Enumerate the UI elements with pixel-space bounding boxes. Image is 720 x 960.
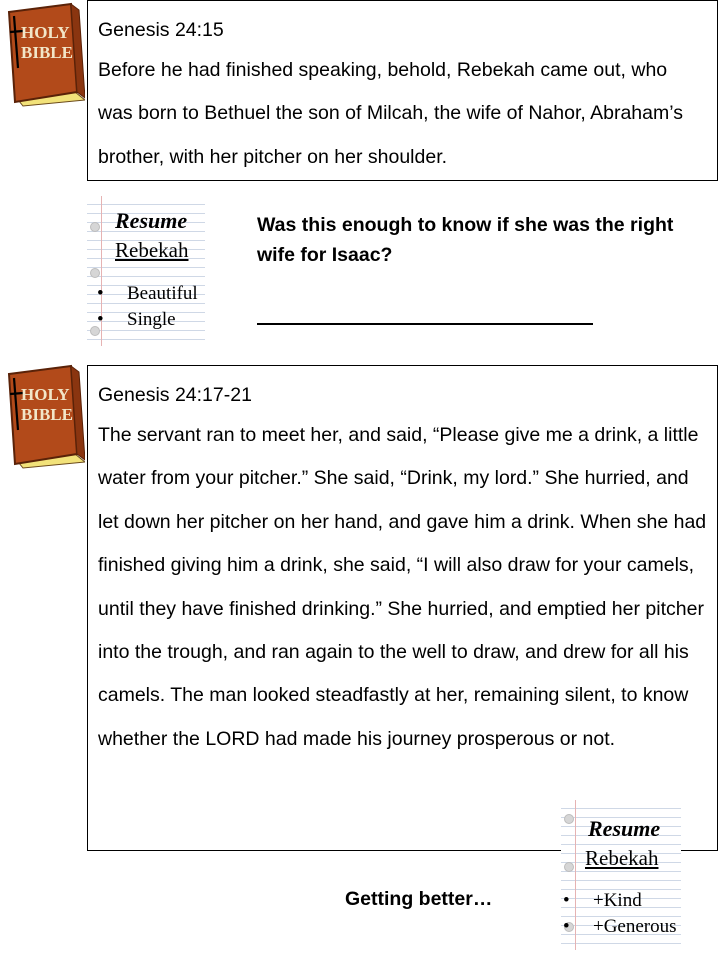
binder-hole-icon bbox=[564, 862, 574, 872]
resume-name: Rebekah bbox=[115, 238, 189, 262]
resume-name: Rebekah bbox=[585, 846, 659, 870]
verse-box-2 bbox=[87, 365, 718, 851]
resume-note-1 bbox=[87, 196, 205, 346]
bible-book-icon bbox=[5, 2, 85, 110]
question-text: Was this enough to know if she was the right wife for Isaac? bbox=[257, 214, 674, 266]
answer-line[interactable] bbox=[257, 323, 593, 325]
verse-reference: Genesis 24:17-21 bbox=[98, 384, 252, 406]
resume-title: Resume bbox=[588, 816, 661, 841]
resume-list bbox=[97, 281, 198, 333]
resume-item: • Single bbox=[97, 307, 198, 333]
binder-hole-icon bbox=[90, 222, 100, 232]
resume-item: • Beautiful bbox=[97, 281, 198, 307]
resume-item: • +Generous bbox=[563, 914, 677, 940]
verse-text: Before he had finished speaking, behold, Rebekah came out, who was born to Bethuel the son of Milcah, the wife of Nahor, Abraham’s brother, with her pitcher on her shoulder. bbox=[98, 59, 683, 168]
verse-text: The servant ran to meet her, and said, “Please give me a drink, a little water from your pitcher.” She said, “Drink, my lord.” She hurried, and let down her pitcher on her hand, and gave him a drink. When she had finished giving him a drink, she said, “I will also draw for your camels, until they have finished drinking.” She hurried, and emptied her pitcher into the trough, and ran again to the well to draw, and drew for all his camels. The man looked steadfastly at her, remaining silent, to know whether the LORD had made his journey prosperous or not. bbox=[98, 424, 707, 750]
bible-label-holy: HOLY bbox=[21, 23, 70, 42]
binder-hole-icon bbox=[90, 268, 100, 278]
bible-label-bible: BIBLE bbox=[21, 43, 73, 62]
resume-list bbox=[563, 888, 677, 940]
resume-note-2 bbox=[561, 800, 681, 950]
resume-title: Resume bbox=[115, 208, 188, 233]
bible-label-bible: BIBLE bbox=[21, 405, 73, 424]
bible-label-holy: HOLY bbox=[21, 385, 70, 404]
verse-reference: Genesis 24:15 bbox=[98, 19, 224, 41]
binder-hole-icon bbox=[564, 814, 574, 824]
bible-book-icon bbox=[5, 364, 85, 472]
resume-item: • +Kind bbox=[563, 888, 677, 914]
caption-text: Getting better… bbox=[345, 888, 493, 910]
verse-box-1 bbox=[87, 0, 718, 181]
